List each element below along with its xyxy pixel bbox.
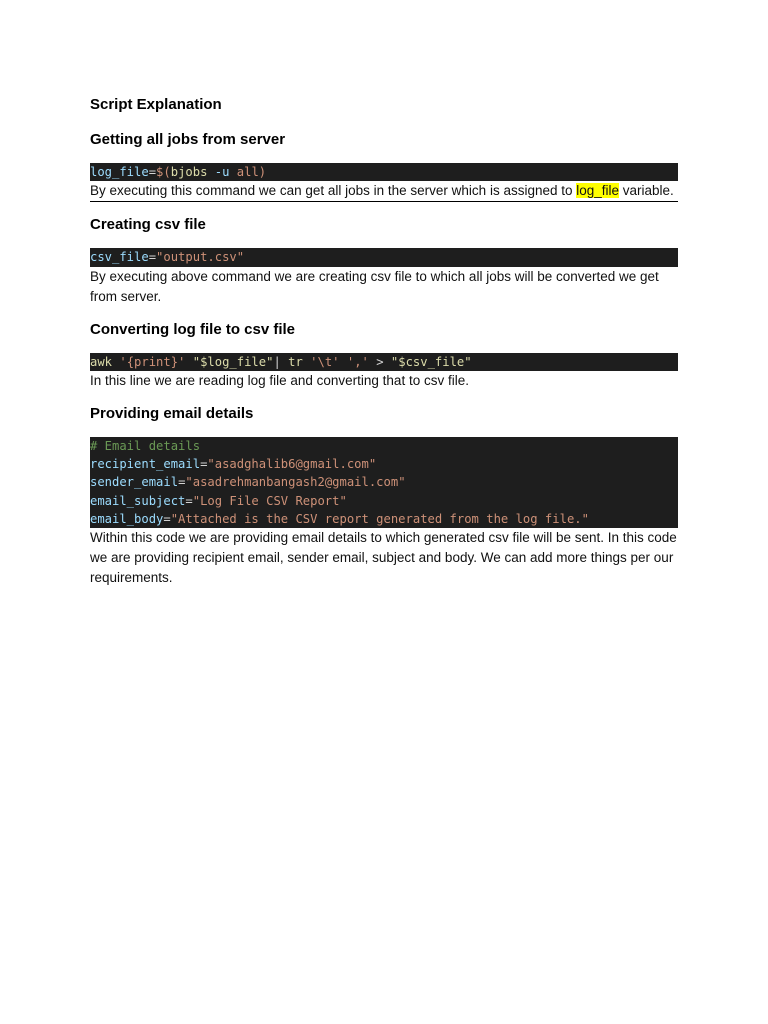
horizontal-rule	[90, 201, 678, 202]
section-heading-email: Providing email details	[90, 404, 254, 422]
document-content	[90, 94, 678, 588]
section-heading-getting-jobs: Getting all jobs from server	[90, 131, 286, 148]
code-block-email: # Email details recipient_email="asadghalib6@gmail.com" sender_email="asadrehmanbangash2@gmail.com" email_subject="Log File CSV Report" email_body="Attached is the CSV report generated from the log file."	[90, 437, 678, 528]
code-block-csv-file: csv_file="output.csv"	[90, 248, 678, 266]
section-heading-converting: Converting log file to csv file	[90, 320, 296, 338]
section-heading-creating-csv: Creating csv file	[90, 216, 206, 234]
highlighted-variable: log_file	[576, 183, 620, 199]
section-text-email: Within this code we are providing email details to which generated csv file will be sent. In this code we are providing recipient email, sender email, subject and body. We can add more things per our requirements.	[90, 530, 677, 586]
section-text-converting: In this line we are reading log file and converting that to csv file.	[90, 372, 469, 388]
section-text-creating-csv: By executing above command we are creating csv file to which all jobs will be converted we get from server.	[90, 268, 659, 304]
document-title: Script Explanation	[90, 96, 222, 113]
code-block-bjobs: log_file=$(bjobs -u all)	[90, 163, 678, 181]
section-text-getting-jobs: By executing this command we can get all jobs in the server which is assigned to log_file variable.	[90, 183, 674, 199]
code-block-awk: awk '{print}' "$log_file"| tr '\t' ',' > "$csv_file"	[90, 353, 678, 371]
